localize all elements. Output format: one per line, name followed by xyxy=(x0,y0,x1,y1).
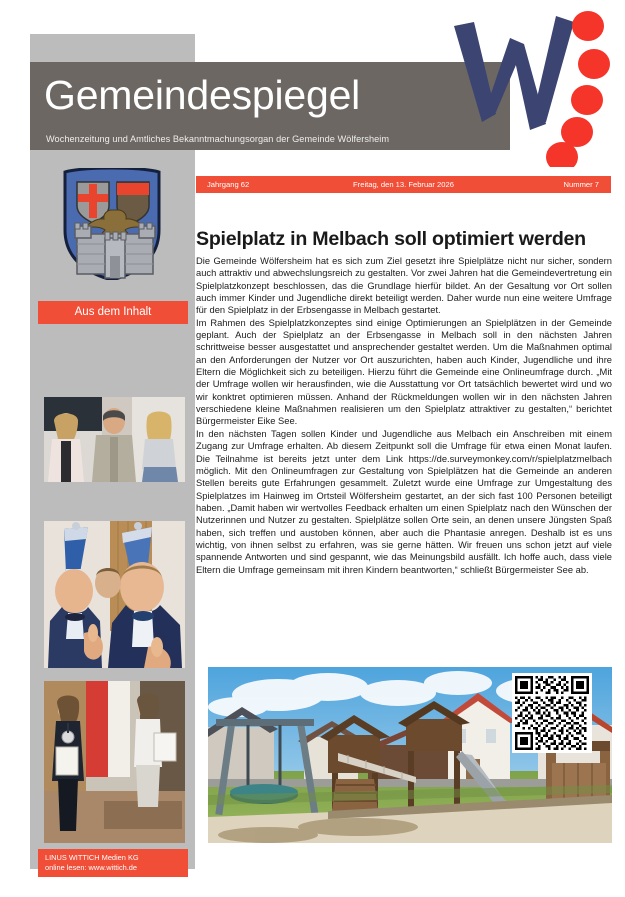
article-paragraph: Im Rahmen des Spielplatzkonzeptes sind einige Optimierungen an Spielplätzen in der Gemeinde geplant. Auch der Spielplatz an der Erbsengasse in Melbach soll in den nächsten Jahren schrittweise besser ausgestattet und ansprechender gestaltet werden. Um die Maßnahmen optimal an den Anforderungen der Nutzer vor Ort auszurichten, haben auch Kinder, Jugendliche und ihre Eltern die Möglichkeit sich zu beteiligen. Hierzu führt die Gemeinde eine Onlineumfrage durch. „Mit der Umfrage wollen wir herausfinden, wie die Ausstattung vor Ort tatsächlich bewertet wird und wo wir konktret optimieren müssen. Anhand der Rückmeldungen wollen wir in den nächsten Jahren verschiedene kleine Maßnahmen realisieren um den Spielplatz attraktiver zu gestalten,“ berichtet Bürgermeister Eike See. xyxy=(196,317,612,427)
publisher-online-link[interactable]: online lesen: www.wittich.de xyxy=(45,863,138,872)
contents-heading-label: Aus dem Inhalt xyxy=(74,306,152,318)
issue-number: Nummer 7 xyxy=(563,180,599,189)
article-body xyxy=(196,255,612,576)
main-article xyxy=(196,228,612,576)
issue-volume: Jahrgang 62 xyxy=(207,180,250,189)
publisher-footer xyxy=(38,849,188,877)
article-paragraph: Die Gemeinde Wölfersheim hat es sich zum Ziel gesetzt ihre Spielplätze nicht nur sicher, sondern auch attraktiv und abwechslungsreich zu gestalten. Vor zwei Jahren hat die Gemeindevertretung ein Spielplatzkonzept beschlossen, das die Grundlage hierfür bildet. An der Gesaltung vor Ort sollen auch immer Kinder und Jugendliche direkt beteiligt werden. Daher wurde nun eine weitere Umfrage für den Spielplatz in der Erbsengasse in Melbach gestartet. xyxy=(196,256,612,316)
wittich-w-logo xyxy=(452,2,625,167)
sidebar-photo-podium-athletes[interactable] xyxy=(44,681,185,843)
survey-qr-code[interactable] xyxy=(512,673,592,753)
article-paragraph: In den nächsten Tagen sollen Kinder und Jugendliche aus Melbach ein Anschreiben mit einem Zugang zur Umfrage erhalten. Ab diesem Zeitpunkt soll die Umfrage für etwa einen Monat laufen. Die Teilnahme ist bereits jetzt unter dem Link https://de.surveymonkey.com/r/spielplatzmelbach möglich. Mit den Onlineumfragen zur Gestaltung von Spielplätzen hat die Gemeinde an anderen Stellen bereits gute Erfahrungen gesammelt. Zuletzt wurde eine Umfrage zur Umgestaltung des Spielplatzes im Hainweg im Ortsteil Wölfersheim gestartet, an der sich fast 100 Personen beteiligt haben. „Damit haben wir wertvolles Feedback erhalten um einen Spielplatz nach den Wünschen der Nutzerinnen und Nutzer zu gestalten. Spielplätze sollen Orte sein, an denen unsere Jüngsten Spaß haben, sich treffen und austoben können, aber auch die Phantasie anregen. Deshalb ist es uns wichtig, von ihnen selbst zu erfahren, was sie gerne hätten. Wir freuen uns schon jetzt auf viele spannende Antworten und sind gespannt, wie das Meinungsbild ausfällt. Ich hoffe auch, dass viele Eltern die Umfrage gemeinsam mit ihren Kindern beantworten,“ schließt Bürgermeister See ab. xyxy=(196,428,612,575)
publication-subtitle: Wochenzeitung und Amtliches Bekanntmachungsorgan der Gemeinde Wölfersheim xyxy=(46,134,390,144)
publisher-name: LINUS WITTICH Medien KG xyxy=(45,853,139,862)
issue-date: Freitag, den 13. Februar 2026 xyxy=(353,180,454,189)
woelfersheim-coat-of-arms xyxy=(57,168,167,280)
contents-heading xyxy=(38,301,188,324)
playground-melbach-photo[interactable] xyxy=(208,667,612,843)
sidebar-photo-three-people[interactable] xyxy=(44,397,185,482)
article-headline: Spielplatz in Melbach soll optimiert werden xyxy=(196,228,586,250)
sidebar-photo-carnival-pair[interactable] xyxy=(44,521,185,668)
issue-bar xyxy=(196,176,611,193)
publication-title: Gemeindespiegel xyxy=(44,72,361,118)
